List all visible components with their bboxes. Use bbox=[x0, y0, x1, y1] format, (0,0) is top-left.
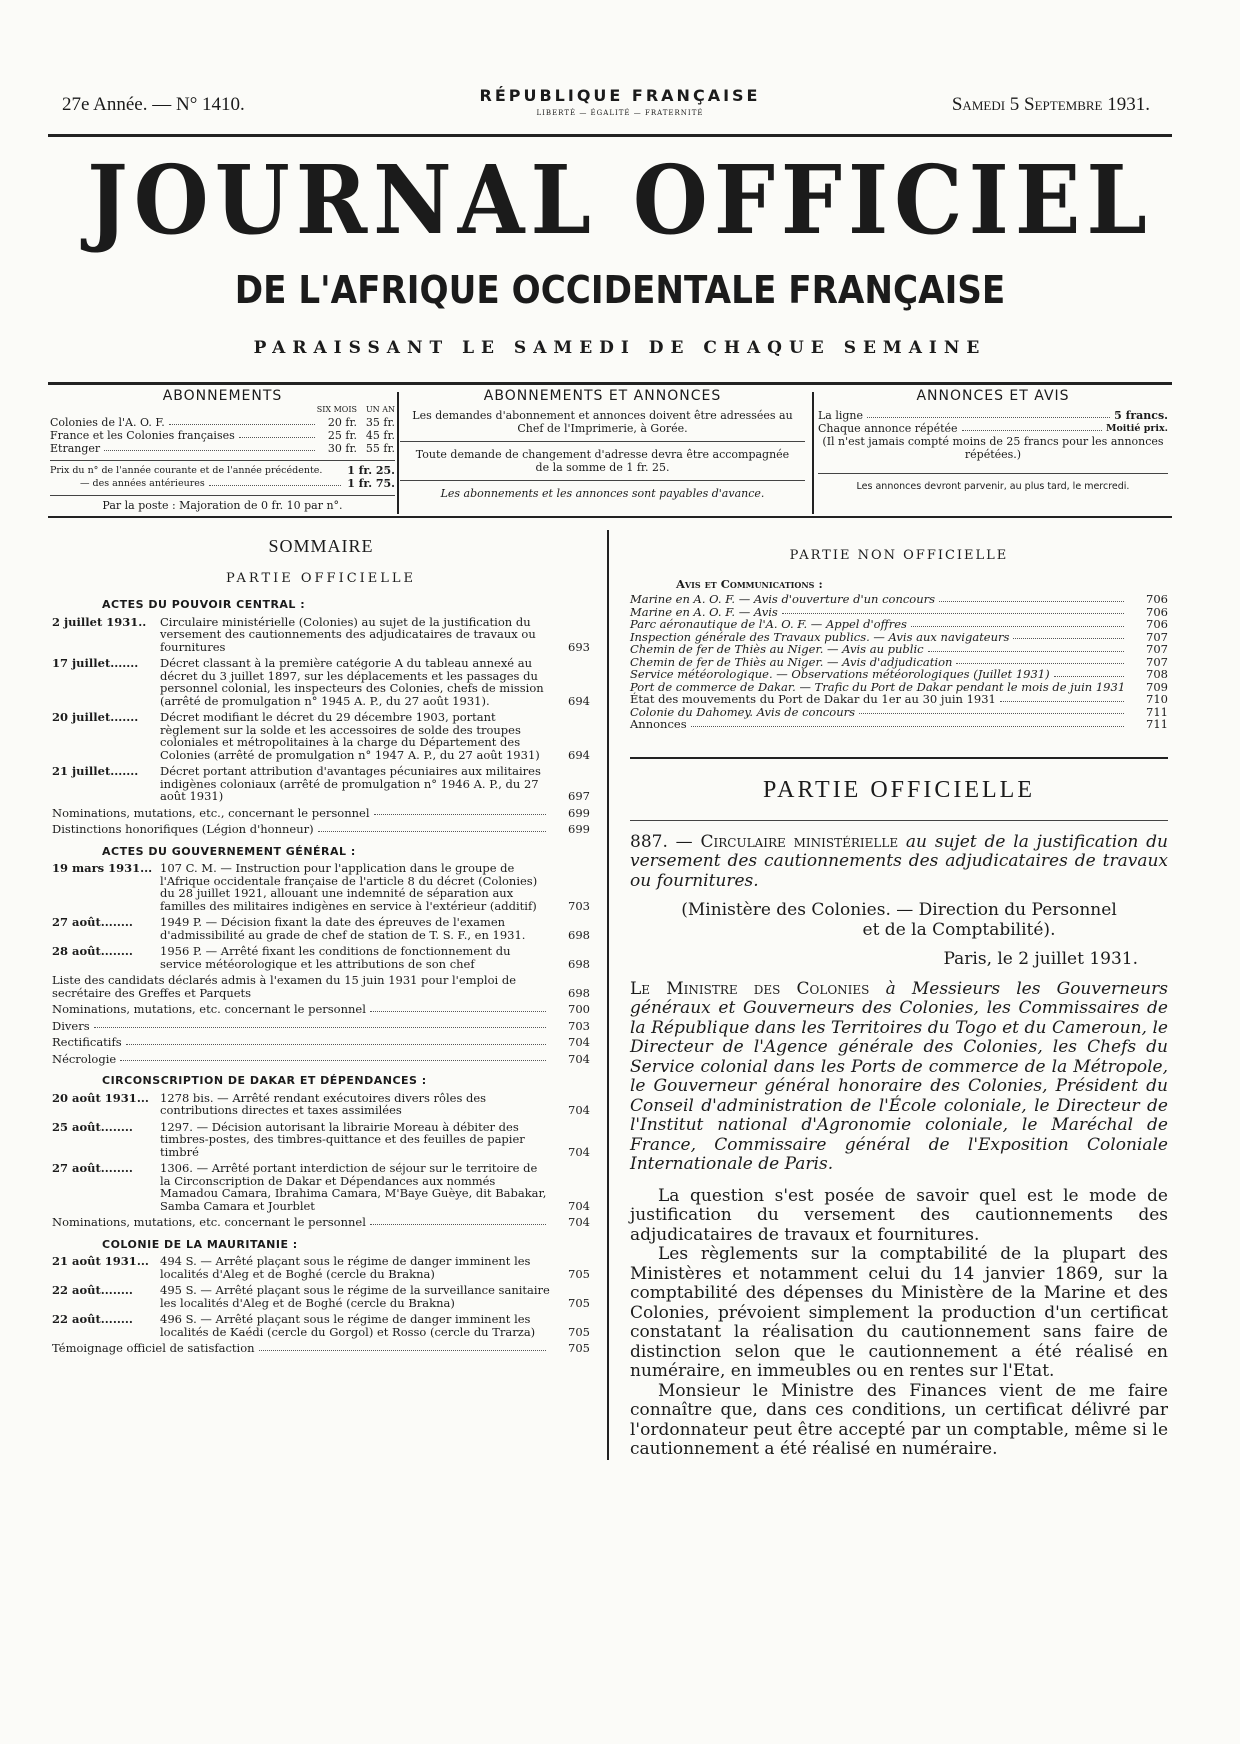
header-rule bbox=[48, 134, 1172, 137]
sommaire-single[interactable]: Nominations, mutations, etc. concernant le personnel 700 bbox=[52, 1002, 590, 1016]
annonces-delai: Les annonces devront parvenir, au plus tard, le mercredi. bbox=[856, 481, 1130, 492]
article-address: Le Ministre des Colonies à Messieurs les Gouverneurs généraux et Gouverneurs des Colonies, les Commissaires de la République dans les Territoires du Togo et du Cameroun, le Directeur de l'Agence générale des Colonies, les Chefs du Service colonial dans les Ports de commerce de la Métropole, le Gouverneur général honoraire des Colonies, Président du Conseil d'administration de l'École coloniale, le Directeur de l'Institut national d'Agronomie coloniale, le Maréchal de France, Commissaire général de l'Exposition Coloniale Internationale de Paris. bbox=[630, 978, 1168, 1174]
sommaire-partie-officielle: PARTIE OFFICIELLE bbox=[225, 570, 417, 586]
avis-item[interactable]: Port de commerce de Dakar. — Trafic du Port de Dakar pendant le mois de juin 1931 709 bbox=[630, 679, 1168, 694]
devise: LIBERTÉ — ÉGALITÉ — FRATERNITÉ bbox=[536, 109, 704, 117]
sommaire-single[interactable]: Nominations, mutations, etc. concernant le personnel 704 bbox=[52, 1215, 590, 1229]
publication-frequency: PARAISSANT LE SAMEDI DE CHAQUE SEMAINE bbox=[253, 338, 987, 358]
avis-item[interactable]: Service météorologique. — Observations météorologiques (Juillet 1931) 708 bbox=[630, 667, 1168, 681]
avis-item[interactable]: Annonces 711 bbox=[630, 717, 1168, 731]
sommaire-entry[interactable]: 25 août........ 1297. — Décision autorisant la librairie Moreau à débiter des timbres-postes, des timbres-quittance et des feuilles de papier timbré 704 bbox=[52, 1119, 590, 1159]
article-section-heading: PARTIE OFFICIELLE bbox=[762, 776, 1035, 803]
abonnements-annonces-p2: Toute demande de changement d'adresse devra être accompagnée de la somme de 1 fr. 25. bbox=[415, 448, 790, 474]
avis-item[interactable]: Marine en A. O. F. — Avis d'ouverture d'un concours 706 bbox=[630, 592, 1168, 606]
sommaire-heading: SOMMAIRE bbox=[268, 536, 374, 556]
sommaire-entry[interactable]: 27 août........ 1949 P. — Décision fixant la date des épreuves de l'examen d'admissibilité au grade de chef de station de T. S. F., en 1931. 698 bbox=[52, 915, 590, 942]
avis-item[interactable]: Parc aéronautique de l'A. O. F. — Appel d'offres 706 bbox=[630, 617, 1168, 631]
article-title: 887. — Circulaire ministérielle au sujet de la justification du versement des cautionnements des adjudicataires de travaux ou fournitures. bbox=[630, 831, 1169, 891]
right-column bbox=[630, 548, 1168, 1460]
prix-numero-row: Prix du n° de l'année courante et de l'année précédente. 1 fr. 25. bbox=[50, 464, 395, 477]
abonnements-annonces-heading: ABONNEMENTS ET ANNONCES bbox=[483, 388, 722, 404]
section-title: COLONIE DE LA MAURITANIE : bbox=[102, 1237, 298, 1251]
non-officielle-heading: PARTIE NON OFFICIELLE bbox=[789, 548, 1009, 563]
abonnement-row: Etranger 30 fr. 55 fr. bbox=[50, 442, 395, 455]
article-paragraph: Monsieur le Ministre des Finances vient de me faire connaître que, dans ces conditions, un certificat délivré par l'ordonnateur peut être accepté par un comptable, même si le cautionnement a été réalisé en numéraire. bbox=[630, 1380, 1168, 1459]
poste-majoration: Par la poste : Majoration de 0 fr. 10 par n°. bbox=[102, 499, 343, 512]
sommaire-column bbox=[52, 536, 590, 1359]
abonnements-box bbox=[50, 390, 395, 515]
avis-item[interactable]: Chemin de fer de Thiès au Niger. — Avis au public 707 bbox=[630, 642, 1168, 656]
abonnements-heading: ABONNEMENTS bbox=[162, 388, 283, 404]
sommaire-entry[interactable]: 2 juillet 1931.. Circulaire ministérielle (Colonies) au sujet de la justification du versement des cautionnements des adjudicataires de travaux ou fournitures 693 bbox=[52, 614, 590, 654]
sommaire-entry[interactable]: 17 juillet....... Décret classant à la première catégorie A du tableau annexé au décret du 3 juillet 1897, sur les déplacements et les passages du personnel colonial, les inspecteurs des Colonies, chefs de mission (arrêté de promulgation n° 1945 A. P., du 27 août 1931). 694 bbox=[52, 656, 590, 708]
avis-list bbox=[630, 593, 1168, 731]
tarif-note: (Il n'est jamais compté moins de 25 francs pour les annonces répétées.) bbox=[822, 435, 1164, 461]
sommaire-entry[interactable]: 20 juillet....... Décret modifiant le décret du 29 décembre 1903, portant règlement sur la solde et les accessoires de solde des troupes coloniales et métropolitaines à la charge du Département des Colonies (arrêté de promulgation n° 1947 A. P., du 27 août 1931) 694 bbox=[52, 710, 590, 762]
col-un-an: UN AN bbox=[365, 405, 395, 414]
avis-subheading: Avis et Communications : bbox=[676, 577, 823, 591]
avis-item[interactable]: Marine en A. O. F. — Avis 706 bbox=[630, 604, 1168, 619]
tarif-repetee: Chaque annonce répétée Moitié prix. bbox=[818, 422, 1168, 435]
boxes-top-rule bbox=[48, 382, 1172, 385]
box-separator bbox=[812, 392, 814, 514]
avis-item[interactable]: Chemin de fer de Thiès au Niger. — Avis d'adjudication 707 bbox=[630, 654, 1168, 669]
sommaire-single[interactable]: Nécrologie 704 bbox=[52, 1051, 590, 1066]
abonnements-annonces-p3: Les abonnements et les annonces sont payables d'avance. bbox=[440, 487, 765, 500]
annonces-avis-heading: ANNONCES ET AVIS bbox=[916, 388, 1070, 404]
sommaire-single[interactable]: Témoignage officiel de satisfaction 705 bbox=[52, 1341, 590, 1355]
abonnements-annonces-p1: Les demandes d'abonnement et annonces doivent être adressées au Chef de l'Imprimerie, à Gorée. bbox=[412, 409, 793, 435]
abonnement-row: France et les Colonies françaises 25 fr. 45 fr. bbox=[50, 429, 395, 442]
article-body bbox=[630, 833, 1168, 1460]
sommaire-entry[interactable]: 27 août........ 1306. — Arrêté portant interdiction de séjour sur le territoire de la Circonscription de Dakar et Dépendances aux nommés Mamadou Camara, Ibrahima Camara, M'Baye Guèye, dit Babakar, Samba Camara et Jourblet 704 bbox=[52, 1161, 590, 1213]
avis-item[interactable]: Inspection générale des Travaux publics. — Avis aux navigateurs 707 bbox=[630, 629, 1168, 644]
republique-title: RÉPUBLIQUE FRANÇAISE bbox=[479, 86, 761, 105]
abonnement-row: Colonies de l'A. O. F. 20 fr. 35 fr. bbox=[50, 416, 395, 429]
article-paragraph: Les règlements sur la comptabilité de la plupart des Ministères et notamment celui du 14 janvier 1869, sur la comptabilité des dépenses du Ministère de la Marine et des Colonies, prévoient simplement la production d'un certificat constatant la réalisation du cautionnement sans faire de distinction selon que le cautionnement a été réalisé en numéraire, en immeubles ou en rentes sur l'Etat. bbox=[630, 1244, 1168, 1381]
sommaire-single[interactable]: Distinctions honorifiques (Légion d'honneur) 699 bbox=[52, 822, 590, 836]
sommaire-entry[interactable]: 21 août 1931... 494 S. — Arrêté plaçant sous le régime de danger imminent les localités d'Aleg et de Boghé (cercle du Brakna) 705 bbox=[52, 1254, 590, 1281]
sommaire-entry[interactable]: 21 juillet....... Décret portant attribution d'avantages pécuniaires aux militaires indigènes coloniaux (arrêté de promulgation n° 1946 A. P., du 27 août 1931) 697 bbox=[52, 764, 590, 803]
ministere-line1: (Ministère des Colonies. — Direction du Personnel bbox=[681, 900, 1117, 920]
issue-number: 27e Année. — N° 1410. bbox=[62, 94, 245, 115]
sommaire-single[interactable]: Rectificatifs 704 bbox=[52, 1035, 590, 1049]
column-separator bbox=[607, 530, 609, 1460]
section-rule bbox=[630, 757, 1168, 759]
box-separator bbox=[397, 392, 399, 514]
section-title: CIRCONSCRIPTION DE DAKAR ET DÉPENDANCES : bbox=[102, 1074, 427, 1087]
article-paragraph: La question s'est posée de savoir quel est le mode de justification du versement des cautionnements des adjudicataires de travaux et fournitures. bbox=[630, 1185, 1168, 1245]
place-date: Paris, le 2 juillet 1931. bbox=[943, 949, 1138, 969]
avis-item[interactable]: Colonie du Dahomey. Avis de concours 711 bbox=[630, 704, 1168, 719]
sommaire-entry[interactable]: 28 août........ 1956 P. — Arrêté fixant les conditions de fonctionnement du service météorologique et les attributions de son chef 698 bbox=[52, 944, 590, 971]
journal-title: JOURNAL OFFICIEL bbox=[87, 144, 1153, 257]
sommaire-entry[interactable]: 19 mars 1931... 107 C. M. — Instruction pour l'application dans le groupe de l'Afrique occidentale française de l'article 8 du décret (Colonies) du 28 juillet 1921, allouant une indemnité de séparation aux familles des militaires indigènes en service à l'extérieur (additif) 703 bbox=[52, 861, 590, 913]
prix-anciens-row: — des années antérieures 1 fr. 75. bbox=[80, 477, 395, 490]
sommaire-single[interactable]: Liste des candidats déclarés admis à l'examen du 15 juin 1931 pour l'emploi de secrétaire des Greffes et Parquets 698 bbox=[52, 973, 590, 1000]
sommaire-entry[interactable]: 20 août 1931... 1278 bis. — Arrêté rendant exécutoires divers rôles des contributions directes et taxes assimilées 704 bbox=[52, 1090, 590, 1117]
sommaire-single[interactable]: Nominations, mutations, etc., concernant le personnel 699 bbox=[52, 805, 590, 820]
ministere-line2: et de la Comptabilité). bbox=[862, 919, 1056, 940]
abonnements-annonces-box bbox=[400, 390, 805, 515]
annonces-avis-box bbox=[818, 390, 1168, 515]
boxes-bottom-rule bbox=[48, 516, 1172, 518]
section-rule bbox=[630, 820, 1168, 821]
section-title: ACTES DU POUVOIR CENTRAL : bbox=[102, 598, 306, 611]
sommaire-single[interactable]: Divers 703 bbox=[52, 1018, 590, 1033]
sommaire-entry[interactable]: 22 août........ 496 S. — Arrêté plaçant sous le régime de danger imminent les localités de Kaédi (cercle du Gorgol) et Rosso (cercle du Trarza) 705 bbox=[52, 1312, 590, 1339]
tarif-ligne: La ligne 5 francs. bbox=[818, 409, 1168, 422]
section-title: ACTES DU GOUVERNEMENT GÉNÉRAL : bbox=[102, 844, 356, 858]
avis-item[interactable]: État des mouvements du Port de Dakar du 1er au 30 juin 1931 710 bbox=[630, 692, 1168, 706]
journal-subtitle: DE L'AFRIQUE OCCIDENTALE FRANÇAISE bbox=[234, 268, 1006, 312]
col-six-mois: SIX MOIS bbox=[316, 405, 357, 414]
sommaire-entry[interactable]: 22 août........ 495 S. — Arrêté plaçant sous le régime de la surveillance sanitaire les localités d'Aleg et de Boghé (cercle du Brakna) 705 bbox=[52, 1283, 590, 1310]
issue-date: Samedi 5 Septembre 1931. bbox=[951, 94, 1150, 115]
